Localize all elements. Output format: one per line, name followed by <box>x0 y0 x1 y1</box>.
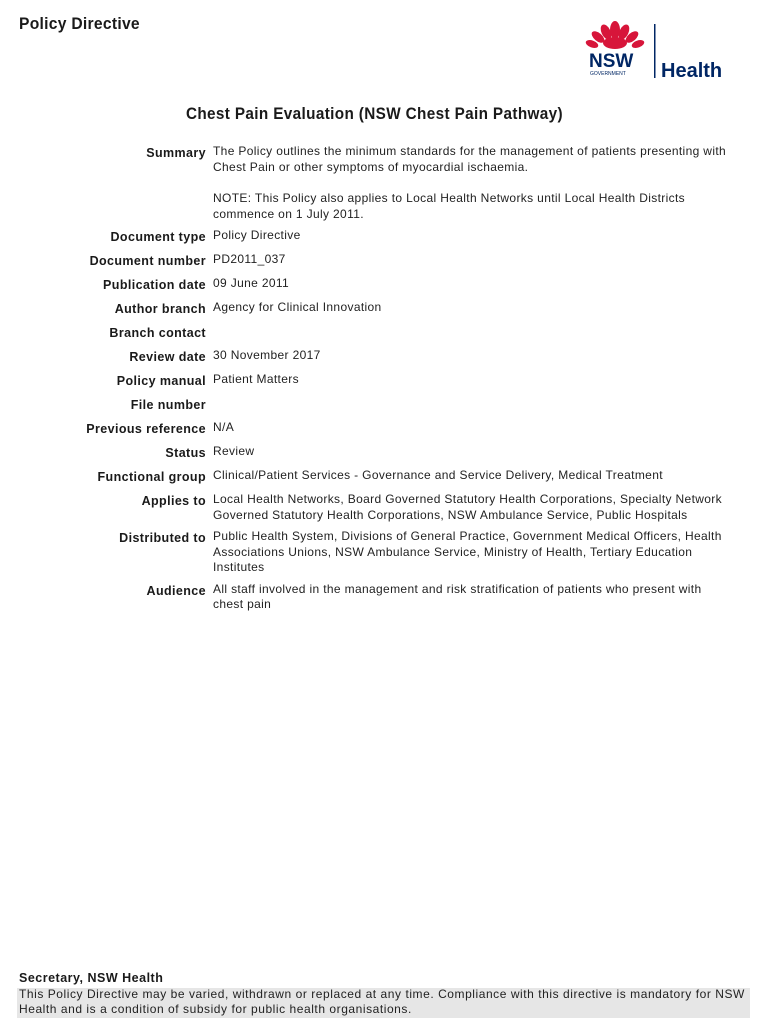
document-type-row <box>0 228 768 246</box>
summary-note: NOTE: This Policy also applies to Local Health Networks until Local Health Districts commence on 1 July 2011. <box>213 191 686 221</box>
policy-manual-row <box>0 372 768 390</box>
branch-contact-value <box>213 324 733 342</box>
review-date-row <box>0 348 768 366</box>
functional-group-row <box>0 468 768 486</box>
page-title: Chest Pain Evaluation (NSW Chest Pain Pathway) <box>185 104 563 123</box>
status-value: Review <box>213 444 255 458</box>
file-number-row <box>0 396 768 414</box>
branch-contact-row <box>0 324 768 342</box>
review-date-value: 30 November 2017 <box>213 348 321 362</box>
document-type-value: Policy Directive <box>213 228 301 242</box>
functional-group-label: Functional group <box>97 470 206 484</box>
summary-label: Summary <box>146 146 206 160</box>
svg-text:GOVERNMENT: GOVERNMENT <box>590 71 626 77</box>
branch-contact-label: Branch contact <box>109 326 206 340</box>
previous-reference-label: Previous reference <box>86 422 206 436</box>
metadata-table <box>0 144 768 619</box>
svg-text:NSW: NSW <box>589 51 634 72</box>
applies-to-value: Local Health Networks, Board Governed Statutory Health Corporations, Specialty Network Governed Statutory Health Corporations, NSW Ambulance Service, Public Hospitals <box>213 492 722 522</box>
document-type-heading: Policy Directive <box>19 14 140 33</box>
footer-disclaimer: This Policy Directive may be varied, withdrawn or replaced at any time. Compliance with this directive is mandatory for NSW Health and is a condition of subsidy for public health organisations. <box>19 987 745 1016</box>
previous-reference-value: N/A <box>213 420 235 434</box>
document-number-label: Document number <box>89 254 206 268</box>
distributed-to-row <box>0 529 768 576</box>
footer-signatory: Secretary, NSW Health <box>19 971 164 985</box>
policy-manual-label: Policy manual <box>116 374 206 388</box>
audience-label: Audience <box>146 583 206 598</box>
summary-text: The Policy outlines the minimum standards for the management of patients presenting with Chest Pain or other symptoms of myocardial ischaemia. <box>213 144 727 174</box>
distributed-to-label: Distributed to <box>119 531 206 545</box>
document-number-value: PD2011_037 <box>213 252 286 266</box>
document-number-row <box>0 252 768 270</box>
functional-group-value: Clinical/Patient Services - Governance and Service Delivery, Medical Treatment <box>213 468 663 482</box>
publication-date-row <box>0 276 768 294</box>
audience-row <box>0 582 768 613</box>
policy-manual-value: Patient Matters <box>213 372 299 386</box>
publication-date-value: 09 June 2011 <box>213 276 290 290</box>
applies-to-row <box>0 492 768 523</box>
nsw-health-logo <box>584 16 734 82</box>
applies-to-label: Applies to <box>141 494 206 508</box>
waratah-icon <box>585 21 646 50</box>
status-row <box>0 444 768 462</box>
author-branch-value: Agency for Clinical Innovation <box>213 300 382 314</box>
audience-value: All staff involved in the management and risk stratification of patients who present with chest pain <box>213 581 702 611</box>
summary-value <box>213 144 733 222</box>
status-label: Status <box>165 446 206 460</box>
distributed-to-value: Public Health System, Divisions of General Practice, Government Medical Officers, Health Associations Unions, NSW Ambulance Service, Ministry of Health, Tertiary Education Institutes <box>213 529 722 574</box>
author-branch-row <box>0 300 768 318</box>
publication-date-label: Publication date <box>103 278 206 292</box>
svg-text:Health: Health <box>661 60 723 82</box>
previous-reference-row <box>0 420 768 438</box>
document-type-label: Document type <box>110 230 206 244</box>
review-date-label: Review date <box>129 350 206 364</box>
file-number-value <box>213 396 733 414</box>
author-branch-label: Author branch <box>114 302 206 316</box>
file-number-label: File number <box>130 398 206 412</box>
summary-row <box>0 144 768 222</box>
